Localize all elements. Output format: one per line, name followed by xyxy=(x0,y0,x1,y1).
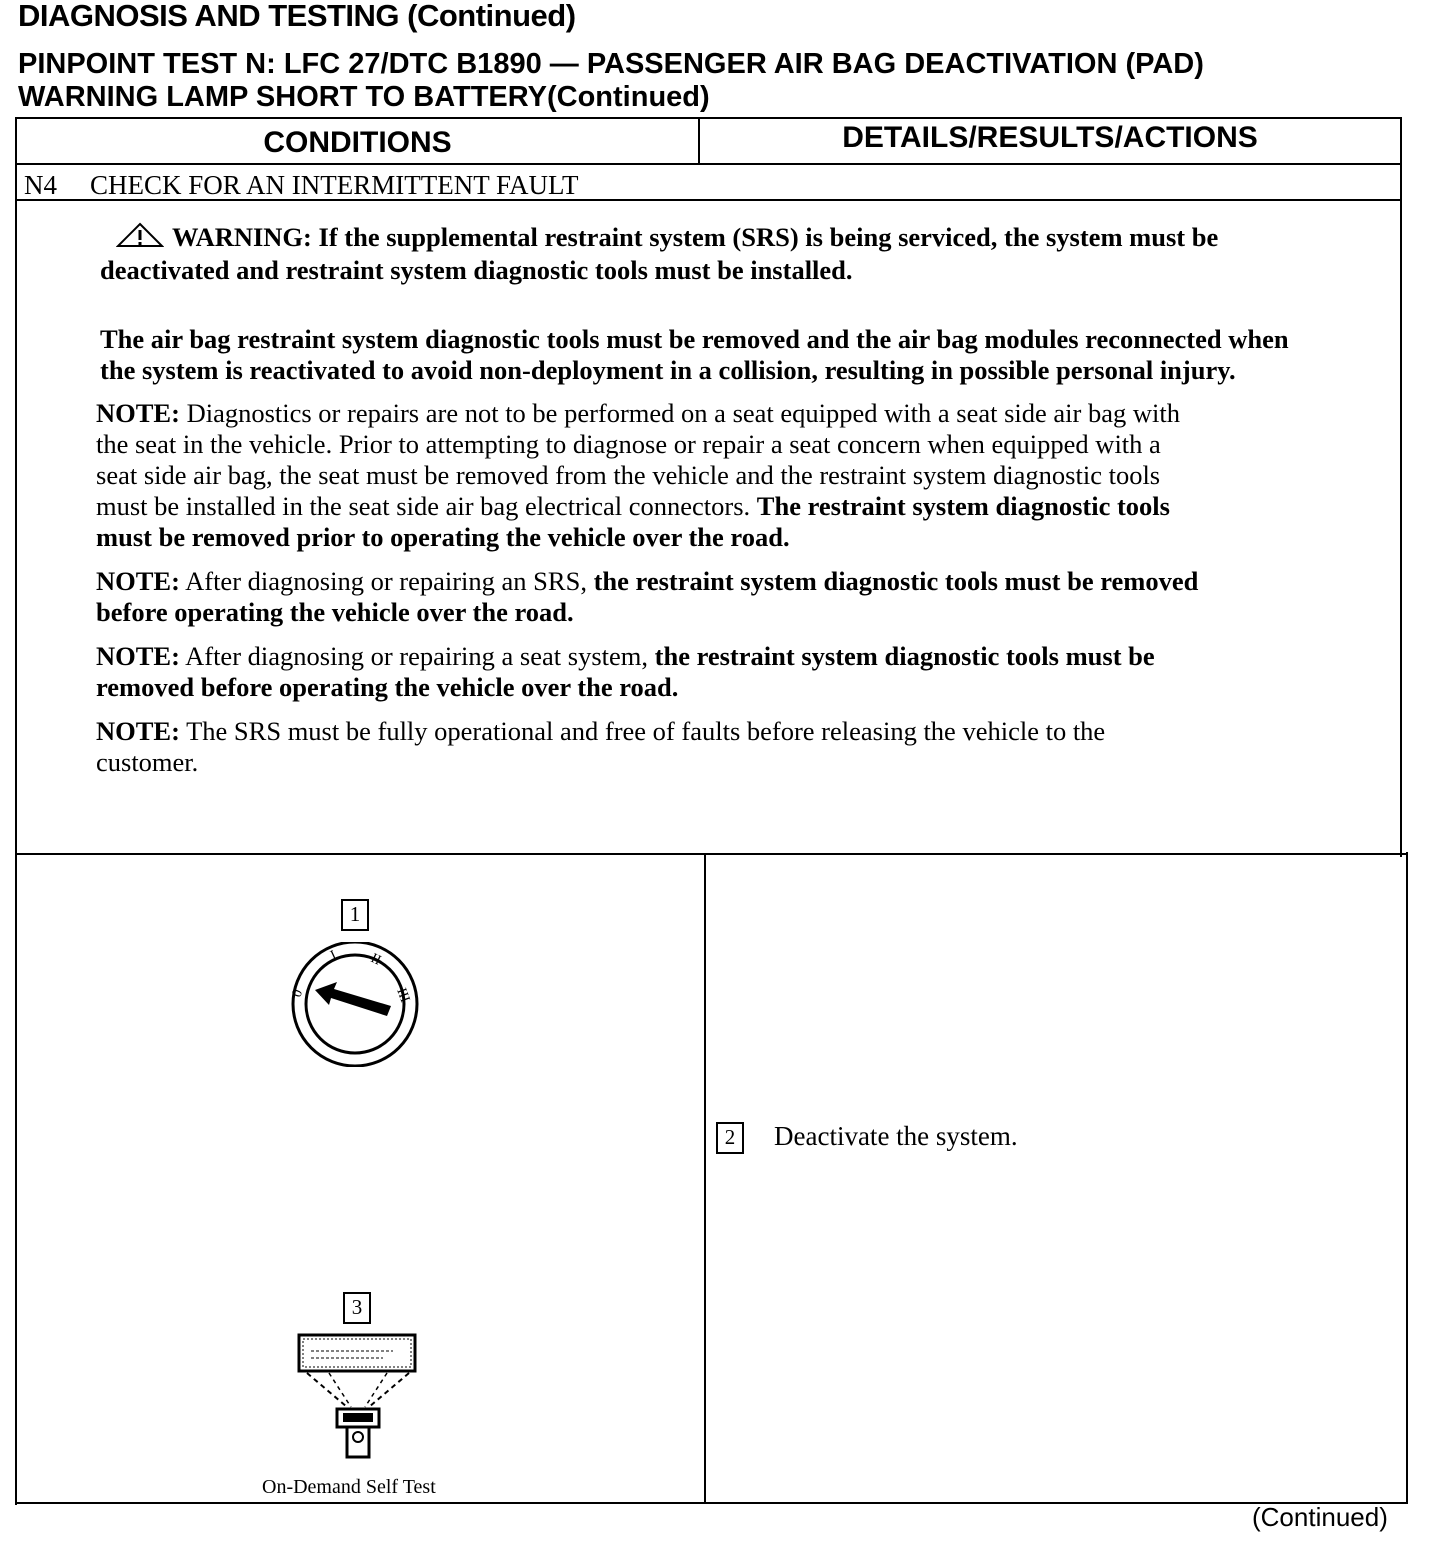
note-4 xyxy=(96,716,1206,778)
lower-divider xyxy=(704,853,706,1504)
note-text: The SRS must be fully operational and free of faults before releasing the vehicle to the customer. xyxy=(96,716,1106,777)
ignition-mark-1: I xyxy=(328,948,339,964)
note-bold-text: The restraint system diagnostic tools must be removed prior to operating the vehicle over the road. xyxy=(96,491,1170,552)
warning-paragraph-2 xyxy=(96,324,1310,386)
pinpoint-title-line-1: PINPOINT TEST N: LFC 27/DTC B1890 — PASSENGER AIR BAG DEACTIVATION (PAD) xyxy=(18,48,1204,80)
ignition-switch-illustration xyxy=(285,942,425,1067)
note-bold-text: the restraint system diagnostic tools must be removed before operating the vehicle over the road. xyxy=(96,566,1199,627)
warning-triangle-icon xyxy=(116,222,164,255)
note-text: After diagnosing or repairing an SRS, xyxy=(185,566,587,596)
note-text: After diagnosing or repairing a seat system, xyxy=(185,641,648,671)
page-heading: DIAGNOSIS AND TESTING (Continued) xyxy=(18,0,576,33)
table-bottom-border xyxy=(15,1502,1408,1504)
note-1 xyxy=(96,398,1206,553)
table-right-border-upper xyxy=(1400,117,1402,857)
self-test-tool-illustration xyxy=(297,1331,419,1463)
note-3 xyxy=(96,641,1206,703)
step-title: CHECK FOR AN INTERMITTENT FAULT xyxy=(90,170,579,200)
ignition-mark-2: II xyxy=(368,951,384,969)
table-top-border xyxy=(15,117,1402,119)
callout-3: 3 xyxy=(343,1292,371,1324)
pinpoint-title-line-2: WARNING LAMP SHORT TO BATTERY(Continued) xyxy=(18,81,710,113)
step-id: N4 xyxy=(24,170,57,200)
table-left-border xyxy=(15,117,17,1505)
pinpoint-test-title xyxy=(18,48,1204,114)
warning-text-2: The air bag restraint system diagnostic tools must be removed and the air bag modules reconnected when the system is reactivated to avoid non-deployment in a collision, resulting in possible personal injury. xyxy=(100,324,1289,385)
note-text: Diagnostics or repairs are not to be performed on a seat equipped with a seat side air bag with the seat in the vehicle. Prior to attempting to diagnose or repair a seat concern when equipped with a seat side air bag, the seat must be removed from the vehicle and the restraint system diagnostic tools must be installed in the seat side air bag electrical connectors. xyxy=(96,398,1180,521)
note-label: NOTE: xyxy=(96,641,180,671)
illustration-caption: On-Demand Self Test xyxy=(262,1476,436,1498)
note-label: NOTE: xyxy=(96,398,180,428)
ignition-mark-3: III xyxy=(393,986,413,1005)
table-right-border-lower xyxy=(1406,852,1408,1504)
ignition-mark-0: 0 xyxy=(289,987,307,1000)
step-row xyxy=(24,170,579,201)
callout-2: 2 xyxy=(716,1122,744,1154)
continued-footer: (Continued) xyxy=(1252,1502,1388,1532)
note-label: NOTE: xyxy=(96,716,180,746)
note-2 xyxy=(96,566,1206,628)
action-text: Deactivate the system. xyxy=(774,1121,1018,1151)
notes-bottom-border xyxy=(15,853,1408,855)
warning-label: WARNING: xyxy=(172,222,312,252)
note-bold-text: the restraint system diagnostic tools must be removed before operating the vehicle over the road. xyxy=(96,641,1155,702)
note-label: NOTE: xyxy=(96,566,180,596)
header-bottom-border xyxy=(15,163,1402,165)
warning-paragraph xyxy=(96,222,1326,286)
column-header-conditions: CONDITIONS xyxy=(263,126,452,159)
column-header-details: DETAILS/RESULTS/ACTIONS xyxy=(842,121,1258,154)
callout-1: 1 xyxy=(341,899,369,931)
warning-text-1: If the supplemental restraint system (SRS) is being serviced, the system must be deactivated and restraint system diagnostic tools must be installed. xyxy=(100,222,1219,285)
warnings-and-notes xyxy=(96,222,1326,791)
